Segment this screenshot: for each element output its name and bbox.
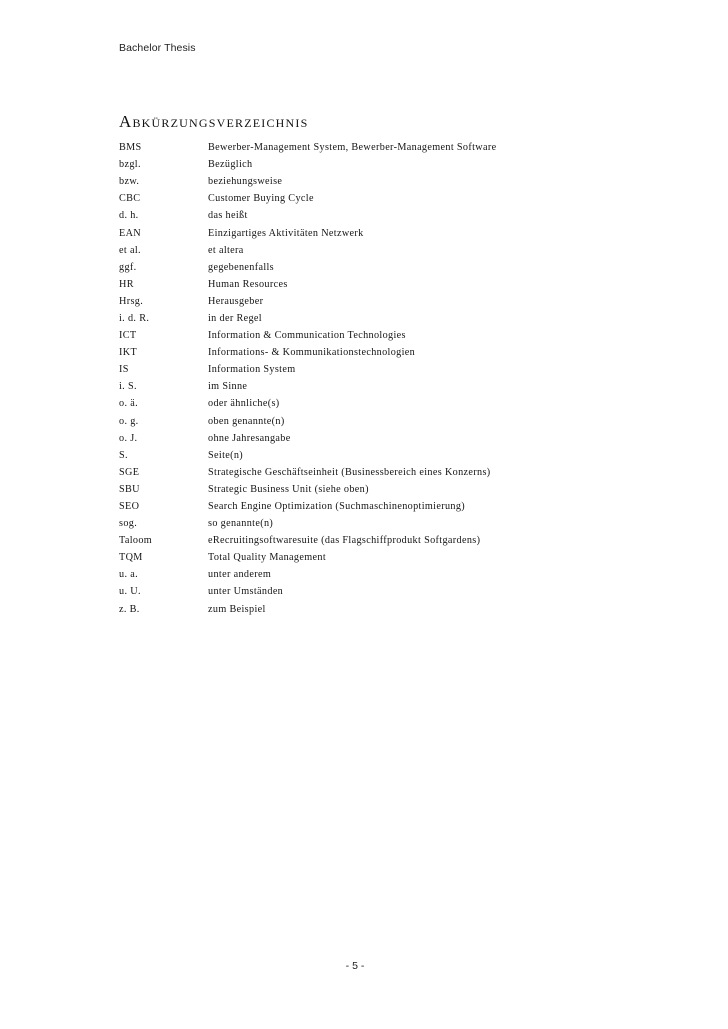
abbreviation-row [119,447,619,464]
abbreviation-term: IKT [119,347,138,359]
abbreviation-row [119,139,619,156]
abbreviation-definition: Bezüglich [208,159,253,171]
abbreviation-term: o. J. [119,432,138,444]
abbreviation-row [119,413,619,430]
abbreviation-term: ICT [119,330,137,342]
abbreviation-definition: Informations- & Kommunikationstechnologien [208,347,416,359]
abbreviation-term: HR [119,278,134,290]
section-title: Abkürzungsverzeichnis [119,112,309,131]
abbreviation-term: et al. [119,244,141,256]
abbreviation-row [119,361,619,378]
abbreviation-definition: Search Engine Optimization (Suchmaschinenoptimierung) [208,501,466,513]
abbreviation-definition: Einzigartiges Aktivitäten Netzwerk [208,227,364,239]
abbreviation-definition: Strategische Geschäftseinheit (Businessbereich eines Konzerns) [208,466,491,478]
abbreviation-row [119,190,619,207]
abbreviation-definition: oben genannte(n) [208,415,285,427]
abbreviation-definition: Bewerber-Management System, Bewerber-Management Software [208,142,497,154]
abbreviation-definition: zum Beispiel [208,603,266,615]
running-header: Bachelor Thesis [119,42,196,54]
abbreviation-row [119,327,619,344]
abbreviation-row [119,224,619,241]
abbreviation-term: EAN [119,227,141,239]
abbreviation-term: d. h. [119,210,139,222]
abbreviation-term: z. B. [119,603,140,615]
abbreviation-term: BMS [119,142,142,154]
abbreviation-term: IS [119,364,129,376]
abbreviation-definition: im Sinne [208,381,248,393]
abbreviation-definition: unter anderem [208,569,272,581]
abbreviation-row [119,259,619,276]
abbreviation-row [119,156,619,173]
abbreviation-term: i. S. [119,381,137,393]
abbreviation-term: S. [119,449,128,461]
abbreviation-definition: Herausgeber [208,295,264,307]
page-number: - 5 - [345,960,365,972]
abbreviation-row [119,378,619,395]
abbreviation-row [119,395,619,412]
abbreviation-definition: Seite(n) [208,449,244,461]
abbreviation-row [119,549,619,566]
abbreviation-definition: et altera [208,244,244,256]
abbreviation-term: ggf. [119,261,137,273]
abbreviation-term: SEO [119,501,140,513]
abbreviation-definition: Human Resources [208,278,288,290]
abbreviation-definition: eRecruitingsoftwaresuite (das Flagschiffprodukt Softgardens) [208,535,481,547]
abbreviation-term: Taloom [119,535,153,547]
abbreviation-row [119,498,619,515]
abbreviation-definition: so genannte(n) [208,518,274,530]
abbreviation-row [119,601,619,618]
abbreviation-definition: gegebenenfalls [208,261,274,273]
abbreviation-term: o. ä. [119,398,139,410]
abbreviation-definition: Information & Communication Technologies [208,330,406,342]
page-footer [0,960,728,972]
abbreviation-definition: das heißt [208,210,248,222]
abbreviation-row [119,207,619,224]
abbreviation-list [119,139,619,618]
abbreviation-term: CBC [119,193,141,205]
abbreviation-term: bzw. [119,176,140,188]
abbreviation-row [119,344,619,361]
abbreviation-term: SGE [119,466,140,478]
abbreviation-term: bzgl. [119,159,141,171]
abbreviation-term: TQM [119,552,143,564]
abbreviation-row [119,481,619,498]
abbreviation-row [119,515,619,532]
abbreviation-term: u. U. [119,586,141,598]
abbreviation-row [119,173,619,190]
abbreviation-definition: Customer Buying Cycle [208,193,314,205]
abbreviation-term: Hrsg. [119,295,144,307]
abbreviation-row [119,464,619,481]
abbreviation-row [119,276,619,293]
abbreviation-row [119,532,619,549]
abbreviation-definition: ohne Jahresangabe [208,432,291,444]
abbreviation-row [119,583,619,600]
abbreviation-definition: in der Regel [208,312,262,324]
abbreviation-row [119,430,619,447]
abbreviation-definition: Strategic Business Unit (siehe oben) [208,483,369,495]
abbreviation-term: u. a. [119,569,139,581]
abbreviation-row [119,293,619,310]
abbreviation-definition: beziehungsweise [208,176,283,188]
abbreviation-row [119,242,619,259]
abbreviation-row [119,310,619,327]
abbreviation-term: SBU [119,483,140,495]
abbreviation-definition: oder ähnliche(s) [208,398,280,410]
abbreviation-term: sog. [119,518,138,530]
abbreviation-term: i. d. R. [119,312,150,324]
abbreviation-definition: Information System [208,364,296,376]
abbreviation-row [119,566,619,583]
abbreviation-definition: unter Umständen [208,586,284,598]
abbreviation-definition: Total Quality Management [208,552,327,564]
abbreviation-term: o. g. [119,415,139,427]
